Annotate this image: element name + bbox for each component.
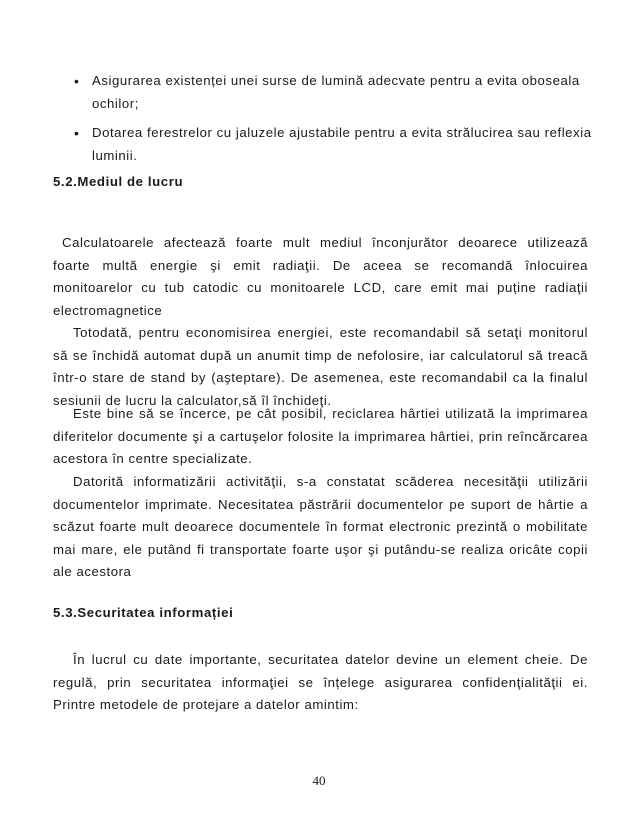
paragraph: Calculatoarele afectează foarte mult mediul înconjurător deoarece utilizează foarte multă energie şi emit radiaţii. De aceea se recomandă înlocuirea monitoarelor cu tub catodic cu monitoarele LCD, care emit mai puține radiaţii electromagnetice bbox=[53, 235, 588, 318]
bullet-icon: • bbox=[74, 125, 80, 141]
list-item bbox=[74, 122, 594, 167]
bullet-text: Asigurarea existenței unei surse de lumină adecvate pentru a evita oboseala ochilor; bbox=[92, 73, 580, 111]
paragraph: Totodată, pentru economisirea energiei, este recomandabil să setaţi monitorul să se închidă automat după un anumit timp de nefolosire, iar calculatorul să treacă într-o stare de stand by (aşteptare). De asemenea, este recomandabil ca la finalul sesiunii de lucru la calculator,să îl închideţi. bbox=[53, 325, 588, 408]
bullet-text: Dotarea ferestrelor cu jaluzele ajustabile pentru a evita strălucirea sau reflexia luminii. bbox=[92, 125, 592, 163]
paragraph: Este bine să se încerce, pe cât posibil, reciclarea hârtiei utilizată la imprimarea diferitelor documente şi a cartuşelor folosite la imprimarea hârtiei, prin reîncărcarea acestora în centre specializate. bbox=[53, 406, 588, 467]
paragraph: În lucrul cu date importante, securitatea datelor devine un element cheie. De regulă, prin securitatea informaţiei se înțelege asigurarea confidenţialităţii ei. Printre metodele de protejare a datelor amintim: bbox=[53, 652, 588, 713]
list-item bbox=[74, 70, 594, 115]
paragraph: Datorită informatizării activităţii, s-a constatat scăderea necesităţii utilizării documentelor imprimate. Necesitatea păstrării documentelor pe suport de hârtie a scăzut foarte mult deoarece documentele în format electronic prezintă o mobilitate mai mare, ele putând fi transportate foarte uşor şi putându-se realiza oricâte copii ale acestora bbox=[53, 474, 588, 580]
bullet-list bbox=[74, 70, 594, 174]
page-number: 40 bbox=[312, 773, 326, 788]
section-heading-5-3: 5.3.Securitatea informației bbox=[53, 605, 234, 620]
section-heading-5-2: 5.2.Mediul de lucru bbox=[53, 174, 184, 189]
bullet-icon: • bbox=[74, 73, 80, 89]
